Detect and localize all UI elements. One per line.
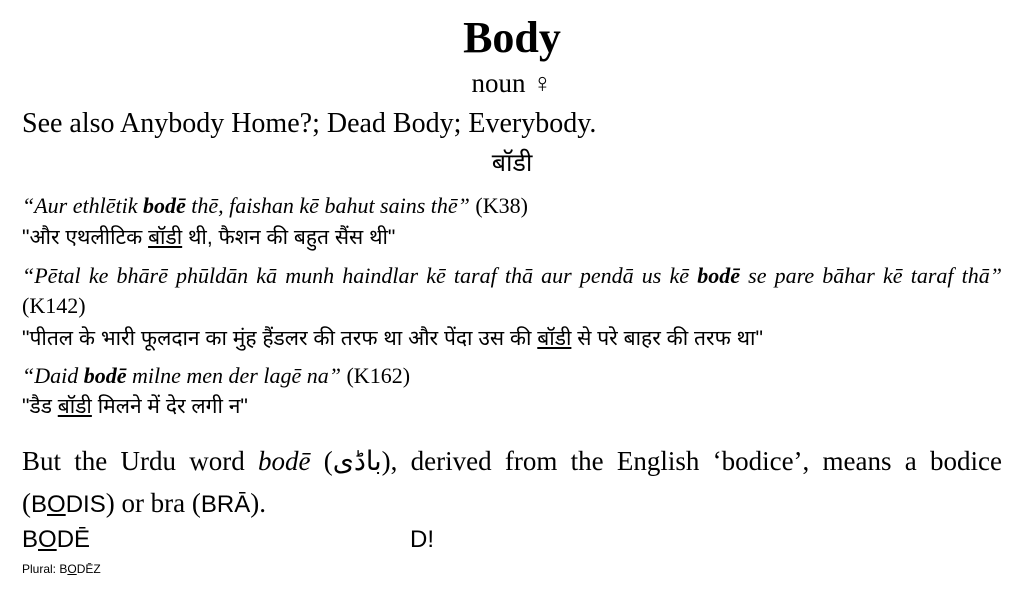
pronunciation-a: B xyxy=(22,526,39,553)
note-text-3: ), derived from the English ‘bodice’, means a bodice ( xyxy=(22,446,1002,518)
plural-b: DĒZ xyxy=(76,562,101,576)
example-1-translit-post: thē, faishan kē bahut sains thē” xyxy=(185,193,470,218)
plural-a: B xyxy=(59,562,68,576)
note-phonetic-bodice xyxy=(31,491,106,518)
headword: Body xyxy=(463,13,561,62)
note-urdu-script: باڈی xyxy=(332,446,382,476)
example-3-hindi-post: मिलने में देर लगी न" xyxy=(91,395,248,418)
hindi-headword: बॉडी xyxy=(491,149,533,177)
example-3-translit-keyword: bodē xyxy=(83,363,127,388)
example-2-translit-keyword: bodē xyxy=(697,263,740,288)
example-1-hindi-keyword: बॉडी xyxy=(148,226,183,249)
example-3-hindi xyxy=(22,392,248,422)
example-1-translit-pre: “Aur ethlētik xyxy=(22,193,143,218)
example-1-transliteration xyxy=(22,192,528,220)
note-text-5: ). xyxy=(250,488,267,518)
example-2-transliteration xyxy=(22,261,1002,321)
see-also-line: See also Anybody Home?; Dead Body; Everybody. xyxy=(22,108,597,139)
example-2-reference: (K142) xyxy=(22,293,86,318)
example-1-hindi-post: थी, फैशन की बहुत सैंस थी" xyxy=(182,226,396,249)
example-3-reference: (K162) xyxy=(340,363,411,388)
note-text-4: ) or bra ( xyxy=(105,488,201,518)
example-1-hindi xyxy=(22,223,395,253)
example-1-hindi-pre: "और एथलीटिक xyxy=(22,226,149,249)
pronunciation xyxy=(22,525,90,555)
note-phonetic-bodice-a: B xyxy=(31,491,48,518)
example-2-hindi-keyword: बॉडी xyxy=(537,327,572,350)
example-2-translit-pre: “Pētal ke bhārē phūldān kā munh haindlar kē taraf thā aur pendā us kē xyxy=(22,263,698,288)
example-3-transliteration xyxy=(22,362,410,390)
stress-marker: D! xyxy=(410,526,434,553)
note-phonetic-bodice-b: DIS xyxy=(65,491,106,518)
note-urdu-word: bodē xyxy=(258,446,311,476)
example-3-hindi-keyword: बॉडी xyxy=(57,395,92,418)
example-1-translit-keyword: bodē xyxy=(142,193,186,218)
example-3-hindi-pre: "डैड xyxy=(22,395,58,418)
note-text-1: But the Urdu word xyxy=(22,446,258,476)
example-2-translit-post: se pare bāhar kē taraf thā” xyxy=(739,263,1003,288)
note-phonetic-bodice-stressed: O xyxy=(47,491,66,518)
example-1-reference: (K38) xyxy=(469,193,528,218)
plural-stressed: O xyxy=(67,562,77,576)
note-phonetic-bra: BRĀ xyxy=(200,491,251,518)
pronunciation-stressed: O xyxy=(38,526,57,553)
example-3-translit-pre: “Daid xyxy=(22,363,84,388)
pronunciation-b: DĒ xyxy=(56,526,91,553)
example-2-hindi-post: से परे बाहर की तरफ था" xyxy=(571,327,763,350)
example-2-hindi xyxy=(22,324,763,354)
note-text-2: ( xyxy=(310,446,333,476)
example-3-translit-post: milne men der lagē na” xyxy=(126,363,341,388)
example-2-hindi-pre: "पीतल के भारी फूलदान का मुंह हैंडलर की तरफ था और पेंदा उस की xyxy=(22,327,538,350)
part-of-speech: noun ♀ xyxy=(471,68,553,98)
plural-label: Plural: xyxy=(22,562,60,576)
usage-note xyxy=(22,440,1002,526)
plural-form xyxy=(22,560,101,578)
